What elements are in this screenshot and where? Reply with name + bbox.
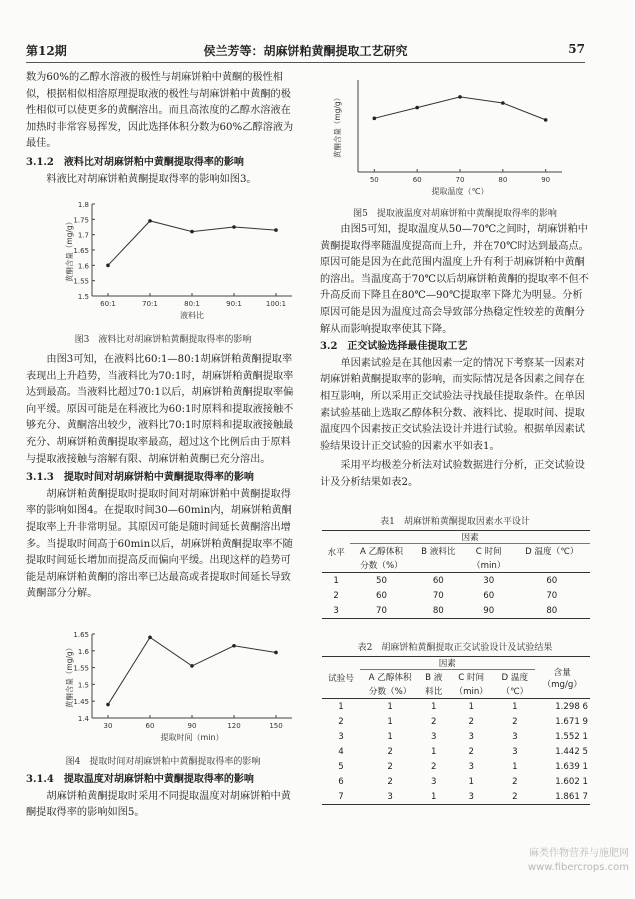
y-axis-label: 黄酮含量（mg/g）	[65, 217, 74, 283]
table-cell: 3	[338, 731, 344, 742]
x-tick-label: 80	[498, 176, 508, 184]
x-tick-label: 60:1	[100, 300, 116, 308]
table-cell: 1	[322, 573, 350, 589]
table-cell: 1	[495, 699, 534, 715]
y-tick-label: 1.6	[77, 262, 89, 271]
header-cell: 试验号	[322, 657, 360, 699]
table-cell: 2	[387, 746, 393, 757]
figure-4-chart	[60, 630, 300, 742]
table-cell: 3	[430, 731, 437, 742]
data-point	[544, 118, 548, 122]
table-cell: 1.602 1	[555, 776, 588, 787]
table-cell: 3	[512, 731, 518, 742]
data-point	[106, 264, 110, 268]
data-point	[232, 644, 236, 648]
table-cell: 3	[512, 746, 518, 757]
watermark	[528, 847, 629, 875]
x-tick-label: 60	[145, 722, 155, 730]
x-tick-label: 30	[103, 722, 113, 730]
table-row	[322, 588, 590, 603]
y-tick-label: 1.6	[77, 647, 89, 656]
table-cell: 3	[468, 731, 474, 742]
table-cell: 60	[514, 573, 590, 589]
figure-3-chart	[60, 200, 300, 320]
y-tick-label: 1.65	[73, 247, 89, 255]
table-cell: 2	[512, 776, 518, 787]
y-axis-label: 黄酮含量（mg/g）	[333, 93, 342, 159]
table-cell: 3	[447, 789, 495, 805]
y-tick-label: 1.5	[77, 293, 89, 301]
x-tick-label: 120	[227, 722, 241, 730]
running-header	[26, 42, 585, 60]
table-cell: 90	[464, 603, 514, 619]
header-cell: C 时间	[475, 547, 502, 557]
data-point	[106, 703, 110, 707]
table-cell: 1	[430, 746, 437, 757]
table-cell: 4	[338, 746, 344, 757]
table-cell: 2	[387, 776, 393, 787]
table-cell: 60	[376, 590, 387, 601]
left-column-3	[26, 772, 300, 822]
series-line	[108, 637, 276, 704]
left-column-2	[26, 352, 300, 603]
header-cell	[535, 657, 590, 699]
paragraph: 数为60%的乙醇水溶液的极性与胡麻饼粕中黄酮的极性相似，根据相似相溶原理提取液的极性与胡麻饼粕中黄酮的极性相似可以使更多的黄酮溶出。而且高浓度的乙醇水溶液在加热时非常容易挥发，因此选择体积分数为60%乙醇溶液为最佳。	[26, 72, 294, 150]
header-cell: （min）	[472, 561, 506, 571]
data-point	[148, 219, 152, 223]
table-row	[322, 729, 590, 744]
table-cell: 1.861 7	[535, 789, 590, 805]
table-cell: 1	[447, 699, 495, 715]
table-cell: 50	[350, 573, 413, 589]
table-cell: 2	[468, 746, 474, 757]
table-row	[322, 789, 590, 805]
paragraph: 由图3可知，在液料比60:1—80:1胡麻饼粕黄酮提取率表现出上升趋势，当液料比为70:1时，胡麻饼粕黄酮提取率达到最高。当液料比超过70:1以后，胡麻饼粕黄酮提取率偏向平缓。原因可能是在料液比为60:1时原料和提取液接触不够充分、黄酮溶出较少，液料比70:1时原料和提取液接触最充分、胡麻饼粕黄酮提取率最高，超过这个比例后由于原料与提取液接触与溶解有限、胡麻饼粕黄酮已充分溶出。	[26, 354, 294, 465]
x-axis-label: 提取时间（min）	[160, 733, 224, 742]
header-cell	[514, 558, 590, 573]
table-cell: 80	[514, 603, 590, 619]
section-heading-3-1-3: 3.1.3 提取时间对胡麻饼粕中黄酮提取得率的影响	[26, 472, 254, 484]
table-cell: 80	[413, 603, 464, 619]
table-cell: 1.552 1	[555, 731, 588, 742]
table-cell: 2	[333, 590, 339, 601]
x-axis-label: 提取温度（℃）	[431, 187, 489, 196]
x-tick-label: 50	[369, 176, 379, 184]
table-cell: 1	[360, 699, 420, 715]
y-axis-label: 黄酮含量（mg/g）	[65, 643, 74, 709]
watermark-line: 麻类作物营养与施肥网	[529, 848, 629, 859]
table-cell: 3	[360, 789, 420, 805]
table-cell: 1.442 5	[555, 746, 588, 757]
figure-3-caption: 图3 液料比对胡麻饼粕黄酮提取得率的影响	[74, 335, 252, 345]
header-cell-line: （mg/g）	[542, 679, 582, 690]
x-tick-label: 90	[541, 176, 551, 184]
x-tick-label: 70:1	[142, 300, 158, 308]
table-cell: 1.639 1	[555, 761, 588, 772]
section-heading-3-2: 3.2 正交试验选择最佳提取工艺	[320, 341, 468, 353]
table-cell: 70	[432, 590, 444, 601]
table-cell: 6	[338, 776, 344, 787]
table-cell: 2	[512, 716, 518, 727]
header-cell: （℃）	[501, 687, 529, 697]
header-cell	[413, 558, 464, 573]
data-point	[148, 636, 152, 640]
x-tick-label: 90	[187, 722, 197, 730]
data-point	[190, 664, 194, 668]
table-row	[322, 744, 590, 759]
page-number: 57	[568, 42, 585, 56]
table-cell: 2	[495, 789, 534, 805]
table-cell: 2	[430, 716, 437, 727]
y-tick-label: 1.5	[77, 681, 89, 690]
paragraph: 由图5可知，提取温度从50—70℃之间时，胡麻饼粕中黄酮提取得率随温度提高而上升，并在70℃时达到最高点。原因可能是因为在此范围内温度上升有利于胡麻饼粕中黄酮的溶出。当温度高于70℃以后胡麻饼粕黄酮的提取率不但不升高反而下降且在80℃—90℃提取率下降尤为明显。分析原因可能是因为温度过高会导致部分热稳定性较差的黄酮分解从而影响提取率使其下降。	[320, 224, 589, 335]
table-header-row	[322, 544, 590, 559]
series-line	[108, 221, 276, 265]
table-cell: 1	[322, 699, 360, 715]
table-cell: 70	[350, 603, 413, 619]
y-tick-label: 1.4	[77, 715, 89, 723]
y-tick-label: 1.75	[73, 216, 89, 225]
data-point	[274, 228, 278, 232]
header-cell: A 乙醇体积	[368, 673, 412, 683]
data-point	[190, 230, 194, 234]
table-cell: 1	[387, 716, 393, 727]
table-row	[322, 714, 590, 729]
header-cell: D 温度（℃）	[525, 547, 579, 557]
header-cell: 水平	[322, 531, 350, 573]
table-1	[322, 530, 590, 619]
section-heading-3-1-4: 3.1.4 提取温度对胡麻饼粕中黄酮提取得率的影响	[26, 774, 254, 785]
table-header-row	[322, 558, 590, 573]
header-cell: D 温度	[501, 673, 529, 683]
y-tick-label: 1.55	[73, 277, 89, 286]
header-cell: C 时间	[458, 673, 485, 683]
x-tick-label: 60	[412, 176, 422, 184]
figure-5-chart	[326, 76, 570, 204]
data-point	[274, 651, 278, 655]
header-rule	[26, 62, 585, 63]
paragraph: 采用平均极差分析法对试验数据进行分析，正交试验设计及分析结果如表2。	[320, 460, 585, 488]
table-row	[322, 774, 590, 789]
left-column	[26, 70, 300, 188]
header-cell: 分数（%）	[368, 687, 412, 697]
right-column	[320, 222, 590, 492]
table-cell: 7	[322, 789, 360, 805]
x-axis-label: 液料比	[180, 311, 204, 320]
table-cell: 30	[464, 573, 514, 589]
table-cell: 2	[387, 761, 393, 772]
figure-4-caption: 图4 提取时间对胡麻饼粕中黄酮提取得率的影响	[65, 757, 261, 767]
table-header-row	[322, 657, 590, 670]
table-cell: 3	[322, 603, 350, 619]
watermark-line: www.fibercrops.com	[527, 862, 629, 873]
table-cell: 1.671 9	[555, 716, 588, 727]
issue-number: 第12期	[26, 44, 67, 58]
x-tick-label: 80:1	[184, 300, 200, 308]
header-cell: B 液	[425, 673, 443, 683]
table-cell: 1	[387, 731, 393, 742]
x-tick-label: 90:1	[226, 300, 242, 308]
header-group-cell: 因素	[360, 657, 534, 670]
data-point	[458, 95, 462, 99]
data-point	[373, 117, 377, 121]
section-heading-3-1-2: 3.1.2 液料比对胡麻饼粕中黄酮提取得率的影响	[26, 156, 244, 168]
table-2-caption: 表2 胡麻饼粕黄酮提取正交试验设计及试验结果	[357, 643, 553, 653]
header-cell: 分数（%）	[360, 561, 403, 571]
table-1-caption: 表1 胡麻饼粕黄酮提取因素水平设计	[380, 517, 530, 527]
table-row	[322, 603, 590, 619]
table-cell: 5	[338, 761, 344, 772]
table-header-row	[322, 531, 590, 544]
x-tick-label: 100:1	[265, 300, 287, 308]
figure-5-caption: 图5 提取液温度对胡麻饼粕中黄酮提取得率的影响	[353, 209, 557, 219]
table-cell: 1.298 6	[535, 699, 590, 715]
header-cell: （min）	[454, 687, 488, 697]
running-title: 侯兰芳等：胡麻饼粕黄酮提取工艺研究	[203, 44, 408, 58]
header-cell-line: 含量	[553, 667, 571, 678]
data-point	[501, 101, 505, 105]
table-cell: 2	[338, 716, 344, 727]
paragraph: 料液比对胡麻饼粕黄酮提取得率的影响如图3。	[46, 173, 257, 185]
data-point	[415, 106, 419, 110]
paragraph: 胡麻饼粕黄酮提取时采用不同提取温度对胡麻饼粕中黄酮提取得率的影响如图5。	[26, 790, 291, 819]
header-cell: A 乙醇体积	[359, 547, 403, 557]
paragraph: 胡麻饼粕黄酮提取时提取时间对胡麻饼粕中黄酮提取得率的影响如图4。在提取时间30—60min内，胡麻饼粕黄酮提取率上升非常明显。其原因可能是随时间延长黄酮溶出增多。当提取时间高于60min以后，胡麻饼粕黄酮提取率不随提取时间延长增加而提高反而偏向平缓。出现这样的趋势可能是胡麻饼粕黄酮的溶出率已达最高或者提取时间延长导致黄酮部分分解。	[26, 488, 293, 600]
x-tick-label: 70	[455, 176, 465, 184]
series-line	[374, 97, 545, 120]
data-point	[232, 225, 236, 229]
x-tick-label: 150	[269, 722, 283, 730]
y-tick-label: 1.7	[77, 231, 89, 240]
table-cell: 2	[468, 716, 474, 727]
table-cell: 60	[413, 573, 464, 589]
table-cell: 70	[546, 590, 558, 601]
y-tick-label: 1.55	[73, 664, 89, 673]
header-cell: B 液料比	[421, 547, 456, 557]
table-cell: 3	[430, 776, 437, 787]
y-tick-label: 1.65	[73, 631, 89, 639]
table-row	[322, 573, 590, 589]
y-tick-label: 1.8	[77, 201, 89, 209]
table-row	[322, 699, 590, 715]
table-cell: 1	[468, 776, 474, 787]
table-cell: 1	[420, 699, 447, 715]
y-tick-label: 1.45	[73, 698, 89, 707]
header-cell: 料比	[425, 687, 443, 697]
table-cell: 1	[420, 789, 447, 805]
table-cell: 1	[512, 761, 518, 772]
table-cell: 3	[468, 761, 474, 772]
table-cell: 2	[430, 761, 437, 772]
paragraph: 单因素试验是在其他因素一定的情况下考察某一因素对胡麻饼粕黄酮提取率的影响，而实际情况是各因素之间存在相互影响，所以采用正交试验法寻找最佳提取条件。在单因素试验基础上选取乙醇体积分数、液料比、提取时间、提取温度四个因素按正交试验法设计并进行试验。根据单因素试验结果设计正交试验的因素水平如表1。	[320, 357, 585, 452]
table-2	[322, 656, 590, 805]
table-cell: 60	[483, 590, 495, 601]
header-group-cell: 因素	[350, 531, 590, 544]
table-row	[322, 759, 590, 774]
